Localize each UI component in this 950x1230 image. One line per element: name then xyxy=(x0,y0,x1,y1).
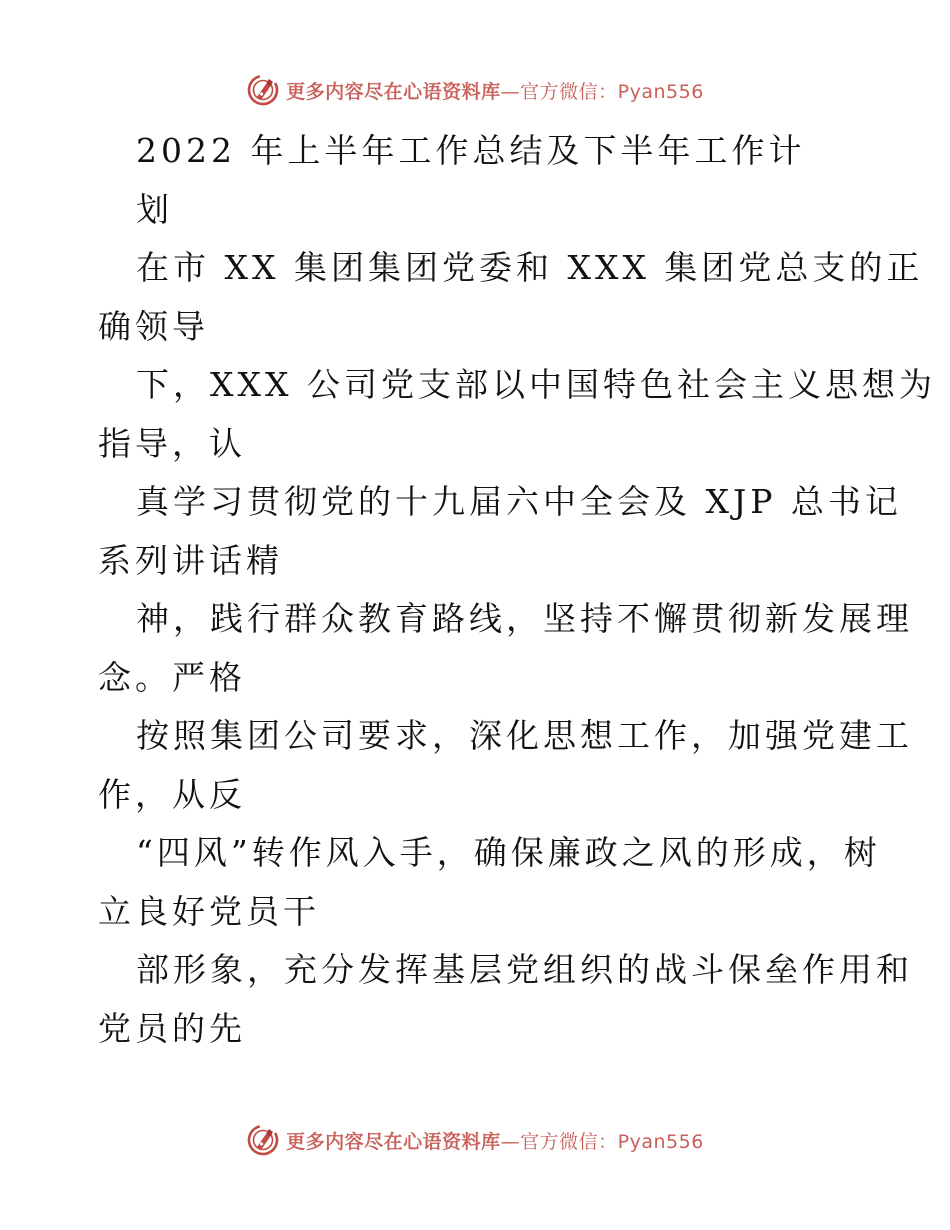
text-line: 念。严格 xyxy=(98,657,246,697)
text-line: 立良好党员干 xyxy=(98,891,320,931)
document-body xyxy=(98,122,936,1058)
watermark-text xyxy=(286,77,704,104)
text-line: 部形象，充分发挥基层党组织的战斗保垒作用和 xyxy=(136,950,913,989)
watermark-site: 更多内容尽在心语资料库 xyxy=(286,1130,501,1153)
text-line: 2022 年上半年工作总结及下半年工作计 xyxy=(136,131,806,170)
text-line: 确领导 xyxy=(98,306,209,346)
text-line: 下，XXX 公司党支部以中国特色社会主义思想为 xyxy=(136,365,936,404)
watermark-text xyxy=(286,1127,704,1154)
text-line: 党员的先 xyxy=(98,1008,246,1048)
text-line: 按照集团公司要求，深化思想工作，加强党建工 xyxy=(136,716,913,755)
text-line: 指导，认 xyxy=(98,423,246,463)
pen-logo-icon xyxy=(246,1123,280,1157)
footer-watermark xyxy=(0,1120,950,1160)
text-line: 在市 XX 集团集团党委和 XXX 集团党总支的正 xyxy=(136,248,924,287)
text-line: 作，从反 xyxy=(98,774,246,814)
watermark-wechat: 官方微信：Pyan556 xyxy=(520,80,704,103)
watermark-site: 更多内容尽在心语资料库 xyxy=(286,80,501,103)
text-line: 系列讲话精 xyxy=(98,540,283,580)
watermark-separator: — xyxy=(500,1130,521,1153)
text-line: “四风”转作风入手，确保廉政之风的形成，树 xyxy=(136,833,881,872)
watermark-group xyxy=(246,1123,704,1157)
watermark-separator: — xyxy=(500,80,521,103)
text-line: 神，践行群众教育路线，坚持不懈贯彻新发展理 xyxy=(136,599,913,638)
watermark-wechat: 官方微信：Pyan556 xyxy=(520,1130,704,1153)
header-watermark xyxy=(0,70,950,110)
text-line: 真学习贯彻党的十九届六中全会及 XJP 总书记 xyxy=(136,482,902,521)
pen-logo-icon xyxy=(246,73,280,107)
watermark-group xyxy=(246,73,704,107)
text-line: 划 xyxy=(136,189,173,229)
